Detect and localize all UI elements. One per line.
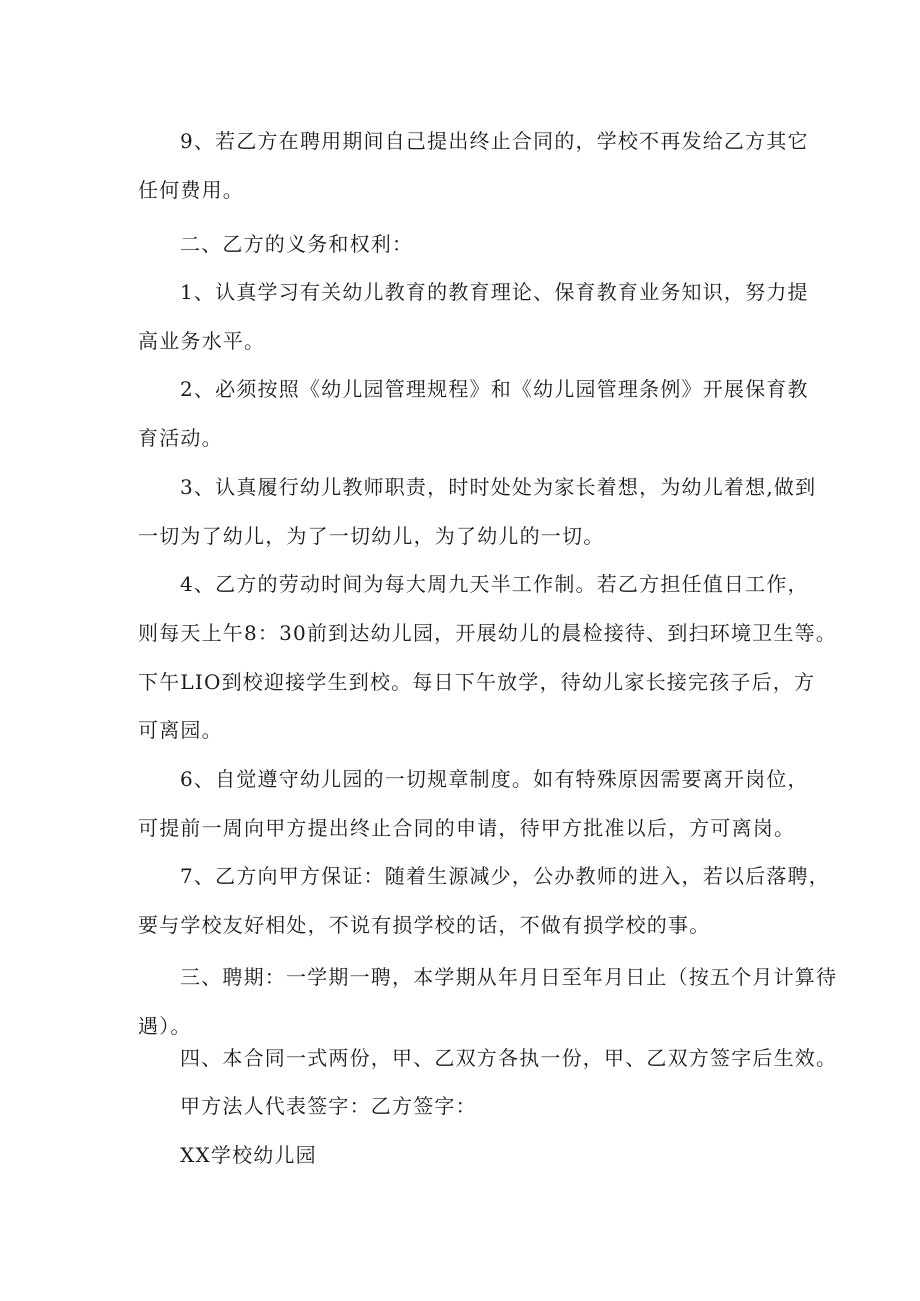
duty-3-line-1: 3、认真履行幼儿教师职责，时时处处为家长着想，为幼儿着想,做到 bbox=[180, 475, 817, 499]
section-3-line-2: 遇）。 bbox=[138, 1014, 192, 1038]
school-name: XX学校幼儿园 bbox=[180, 1143, 317, 1167]
duty-7-line-1: 7、乙方向甲方保证：随着生源减少，公办教师的进入，若以后落聘， bbox=[180, 864, 830, 888]
duty-4-line-1: 4、乙方的劳动时间为每大周九天半工作制。若乙方担任值日工作， bbox=[180, 572, 809, 596]
section-2-heading: 二、乙方的义务和权利： bbox=[180, 232, 414, 256]
duty-2-line-1: 2、必须按照《幼儿园管理规程》和《幼儿园管理条例》开展保育教 bbox=[180, 377, 809, 401]
section-4-line: 四、本合同一式两份，甲、乙双方各执一份，甲、乙双方签字后生效。 bbox=[180, 1046, 838, 1070]
signature-line: 甲方法人代表签字：乙方签字： bbox=[180, 1094, 477, 1118]
clause-9-line-2: 任何费用。 bbox=[138, 178, 244, 202]
clause-9-line-1: 9、若乙方在聘用期间自己提出终止合同的，学校不再发给乙方其它 bbox=[180, 129, 809, 153]
section-3-line-1: 三、聘期：一学期一聘，本学期从年月日至年月日止（按五个月计算待 bbox=[180, 965, 838, 989]
duty-4-line-2: 则每天上午8：30前到达幼儿园，开展幼儿的晨检接待、到扫环境卫生等。 bbox=[138, 621, 837, 645]
duty-1-line-1: 1、认真学习有关幼儿教育的教育理论、保育教育业务知识，努力提 bbox=[180, 280, 809, 304]
duty-6-line-1: 6、自觉遵守幼儿园的一切规章制度。如有特殊原因需要离开岗位， bbox=[180, 767, 809, 791]
duty-2-line-2: 育活动。 bbox=[138, 426, 223, 450]
duty-4-line-3: 下午LIO到校迎接学生到校。每日下午放学，待幼儿家长接完孩子后，方 bbox=[138, 670, 816, 694]
duty-3-line-2: 一切为了幼儿，为了一切幼儿，为了幼儿的一切。 bbox=[138, 524, 605, 548]
duty-1-line-2: 高业务水平。 bbox=[138, 329, 266, 353]
duty-4-line-4: 可离园。 bbox=[138, 718, 223, 742]
duty-6-line-2: 可提前一周向甲方提出终止合同的申请，待甲方批准以后，方可离岗。 bbox=[138, 816, 796, 840]
duty-7-line-2: 要与学校友好相处，不说有损学校的话，不做有损学校的事。 bbox=[138, 913, 711, 937]
